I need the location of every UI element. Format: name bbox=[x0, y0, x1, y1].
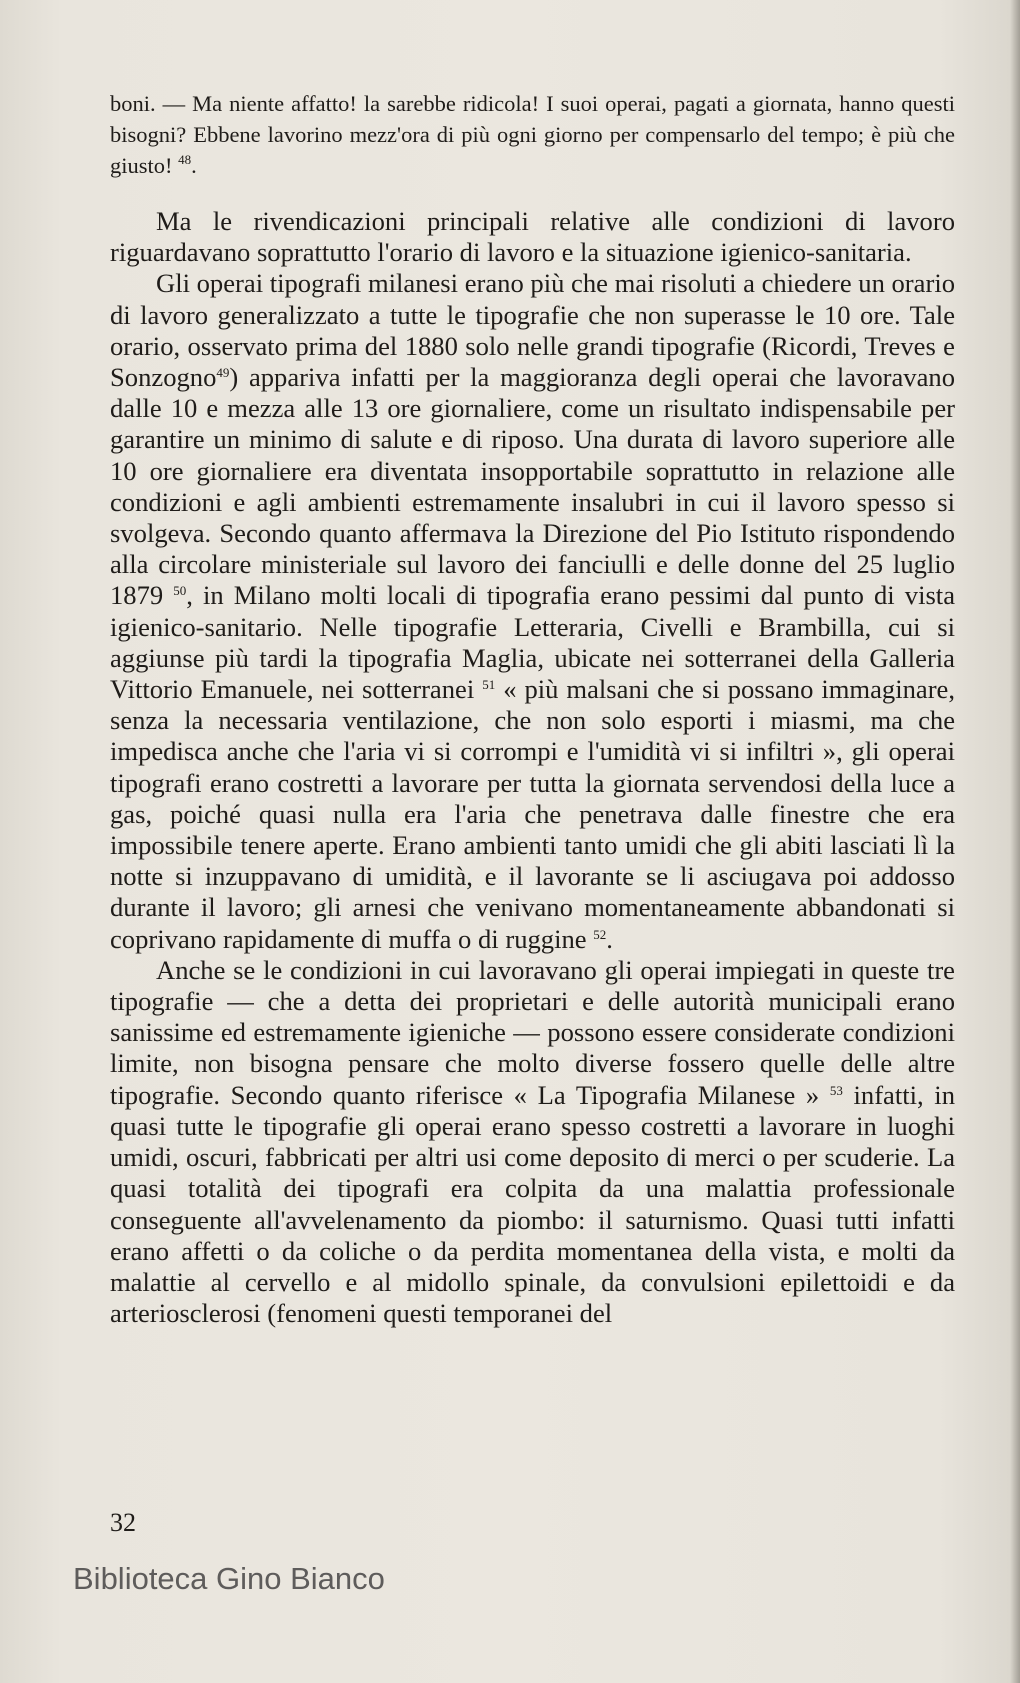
footnote-ref-51: 51 bbox=[482, 677, 496, 693]
continued-quotation bbox=[110, 88, 955, 181]
p3-segment-2: infatti, in quasi tutte le tipografie gli operai erano spesso costretti a lavorare in luoghi umidi, oscuri, fabbricati per altri usi come deposito di merci o per scuderie. La quasi totalità dei tipografi era colpita da una malattia professionale conseguente all'avvelenamento da piombo: il saturnismo. Quasi tutti infatti erano affetti o da coliche o da perdita momentanea della vista, e molti da malattie al cervello e al midollo spinale, da convulsioni epilettoidi e da arteriosclerosi (fenomeni questi temporanei del bbox=[110, 1079, 955, 1329]
library-watermark: Biblioteca Gino Bianco bbox=[73, 1561, 385, 1596]
p3-segment-1: Anche se le condizioni in cui lavoravano gli operai impiegati in queste tre tipografie — che a detta dei proprietari e delle autorità municipali erano sanissime ed estremamente igieniche — possono essere considerate condizioni limite, non bisogna pensare che molto diverse fossero quelle delle altre tipografie. Secondo quanto riferisce « La Tipografia Milanese » bbox=[110, 954, 955, 1110]
page-edge-shadow bbox=[1010, 0, 1020, 1683]
p2-segment-3: , in Milano molti locali di tipografia erano pessimi dal punto di vista igienico-sanitario. Nelle tipografie Letteraria, Civelli e Brambilla, cui si aggiunse più tardi la tipografia Maglia, ubicate nei sotterranei della Galleria Vittorio Emanuele, nei sotterranei bbox=[110, 580, 955, 705]
main-text bbox=[110, 206, 955, 1329]
paragraph-1: Ma le rivendicazioni principali relative alle condizioni di lavoro riguardavano soprattutto l'orario di lavoro e la situazione igienico-sanitaria. bbox=[110, 206, 955, 268]
p2-segment-2: ) appariva infatti per la maggioranza degli operai che lavoravano dalle 10 e mezza alle 13 ore giornaliere, come un risultato indispensabile per garantire un minimo di salute e di riposo. Una durata di lavoro superiore alle 10 ore giornaliere era diventata insopportabile soprattutto in relazione alle condizioni e agli ambienti estremamente insalubri in cui il lavoro spesso si svolgeva. Secondo quanto affermava la Direzione del Pio Istituto rispondendo alla circolare ministeriale sul lavoro dei fanciulli e delle donne del 25 luglio 1879 bbox=[110, 362, 955, 611]
footnote-ref-53: 53 bbox=[829, 1082, 843, 1098]
paragraph-3 bbox=[110, 955, 955, 1329]
footnote-ref-49: 49 bbox=[216, 365, 230, 381]
footnote-ref-52: 52 bbox=[593, 926, 607, 942]
quotation-end: . bbox=[191, 153, 197, 178]
paragraph-2 bbox=[110, 268, 955, 954]
quotation-text: boni. — Ma niente affatto! la sarebbe ridicola! I suoi operai, pagati a giornata, hanno questi bisogni? Ebbene lavorino mezz'ora di più ogni giorno per compensarlo del tempo; è più che giusto! bbox=[110, 91, 955, 178]
p2-segment-1: Gli operai tipografi milanesi erano più che mai risoluti a chiedere un orario di lavoro generalizzato a tutte le tipografie che non superasse le 10 ore. Tale orario, osservato prima del 1880 solo nelle grandi tipografie (Ricordi, Treves e Sonzogno bbox=[110, 268, 956, 393]
p2-end: . bbox=[606, 923, 613, 954]
p2-segment-4: « più malsani che si possano immaginare, senza la necessaria ventilazione, che non solo esporti i miasmi, ma che impedisca anche che l'aria vi si corrompi e l'umidità vi si infiltri », gli operai tipografi erano costretti a lavorare per tutta la giornata servendosi della luce a gas, poiché quasi nulla era l'aria che penetrava dalle finestre che era impossibile tenere aperte. Erano ambienti tanto umidi che gli abiti lasciati lì la notte si inzuppavano di umidità, e il lavorante se li asciugava poi addosso durante il lavoro; gli arnesi che venivano momentaneamente abbandonati si coprivano rapidamente di muffa o di ruggine bbox=[110, 674, 956, 954]
footnote-ref-50: 50 bbox=[173, 583, 187, 599]
footnote-ref-48: 48 bbox=[178, 152, 192, 167]
page-number: 32 bbox=[110, 1508, 136, 1537]
